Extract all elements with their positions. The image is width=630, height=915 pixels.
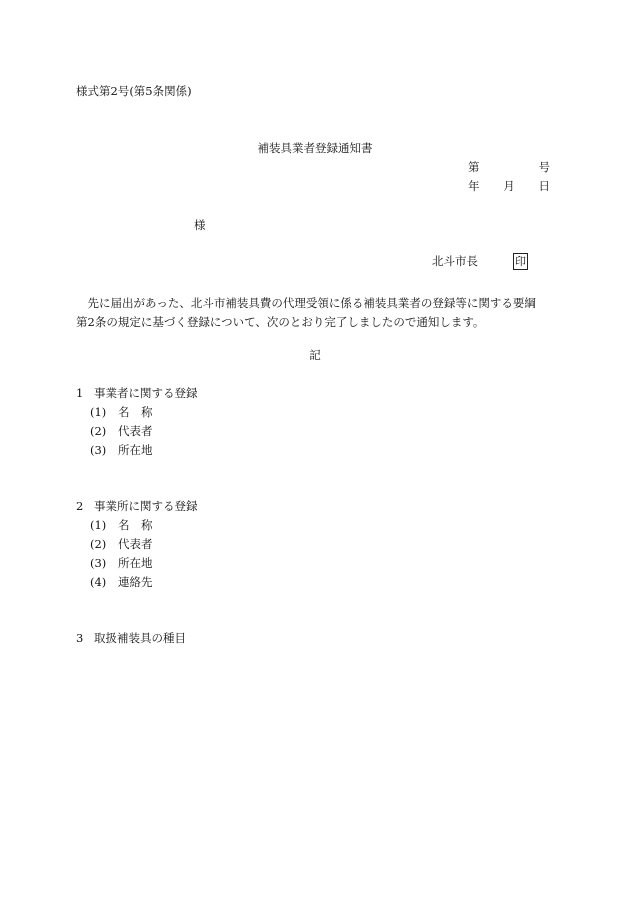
item-label: 所在地	[118, 443, 153, 457]
item-label: 代表者	[118, 537, 153, 551]
section-title-text: 事業者に関する登録	[94, 386, 198, 400]
section-number: 3	[76, 631, 84, 645]
item-label: 名 称	[118, 518, 153, 532]
doc-no-suffix: 号	[538, 160, 550, 174]
date-month: 月	[503, 179, 515, 193]
item-number: (3)	[90, 556, 107, 570]
item-label: 代表者	[118, 424, 153, 438]
item-number: (2)	[90, 424, 107, 438]
section-number: 1	[76, 386, 84, 400]
item-label: 所在地	[118, 556, 153, 570]
list-item	[90, 539, 153, 551]
section-3-title	[76, 633, 186, 645]
item-number: (1)	[90, 518, 107, 532]
date-day: 日	[538, 179, 550, 193]
ki-heading: 記	[309, 348, 321, 362]
doc-no-prefix: 第	[468, 160, 480, 174]
section-1-title	[76, 388, 198, 400]
body-text: 先に届出があった、北斗市補装具費の代理受領に係る補装具業者の登録等に関する要綱第2条の規定に基づく登録について、次のとおり完了しましたので通知します。	[76, 296, 536, 329]
list-item	[90, 520, 153, 532]
date-year: 年	[468, 179, 480, 193]
list-item	[90, 426, 153, 438]
document-title: 補装具業者登録通知書	[257, 141, 373, 155]
item-number: (2)	[90, 537, 107, 551]
section-number: 2	[76, 499, 84, 513]
list-item	[90, 577, 153, 589]
item-label: 名 称	[118, 405, 153, 419]
section-title-text: 取扱補装具の種目	[94, 631, 186, 645]
section-title-text: 事業所に関する登録	[94, 499, 198, 513]
document-number-line	[468, 162, 550, 174]
issuer-name: 北斗市長	[432, 254, 478, 268]
item-label: 連絡先	[118, 575, 153, 589]
form-number: 様式第2号(第5条関係)	[76, 84, 192, 98]
item-number: (3)	[90, 443, 107, 457]
section-2-title	[76, 501, 198, 513]
list-item	[90, 407, 153, 419]
list-item	[90, 445, 153, 457]
date-line	[468, 181, 550, 193]
item-number: (4)	[90, 575, 107, 589]
seal-box: 印	[515, 255, 526, 268]
list-item	[90, 558, 153, 570]
item-number: (1)	[90, 405, 107, 419]
addressee-suffix: 様	[194, 218, 206, 232]
